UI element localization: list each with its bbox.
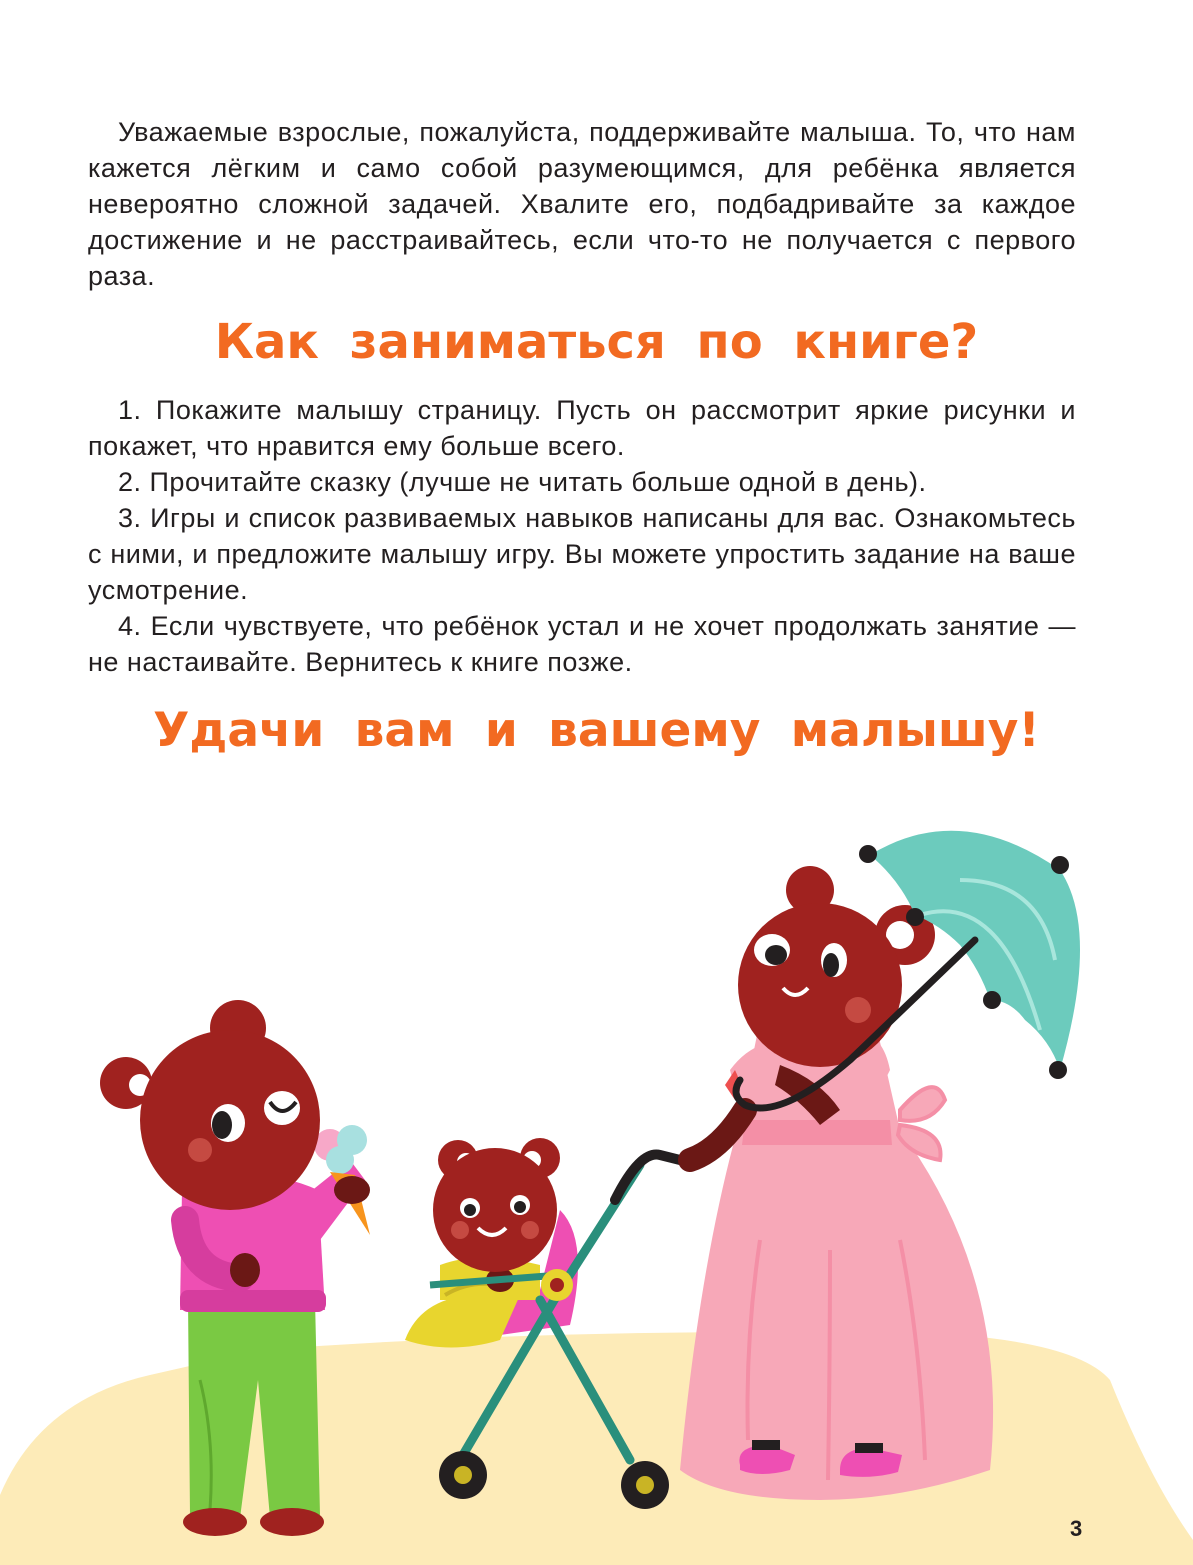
ground-shape — [0, 1332, 1193, 1565]
bear-family-illustration — [0, 780, 1193, 1565]
step-item: 4. Если чувствуете, что ребёнок устал и не хочет продолжать занятие — не настаивайте. Вернитесь к книге позже. — [88, 611, 1076, 677]
mother-bear-figure — [680, 866, 993, 1500]
page-number: 3 — [1070, 1516, 1083, 1541]
steps-list — [88, 392, 1076, 680]
closing-heading: Удачи вам и вашему малышу! — [153, 703, 1040, 758]
how-to-heading: Как заниматься по книге? — [214, 314, 979, 370]
intro-paragraph: Уважаемые взрослые, пожалуйста, поддерживайте малыша. То, что нам кажется лёгким и само собой разумеющимся, для ребёнка является невероятно сложной задачей. Хвалите его, подбадривайте за каждое достижение и не расстраивайтесь, если что-то не получается с первого раза. — [88, 117, 1076, 291]
step-item: 2. Прочитайте сказку (лучше не читать больше одной в день). — [118, 467, 927, 497]
step-item: 3. Игры и список развиваемых навыков написаны для вас. Ознакомьтесь с ними, и предложите малышу игру. Вы можете упростить задание на ваше усмотрение. — [88, 503, 1076, 605]
step-item: 1. Покажите малышу страницу. Пусть он рассмотрит яркие рисунки и покажет, что нравится ему больше всего. — [88, 395, 1076, 461]
